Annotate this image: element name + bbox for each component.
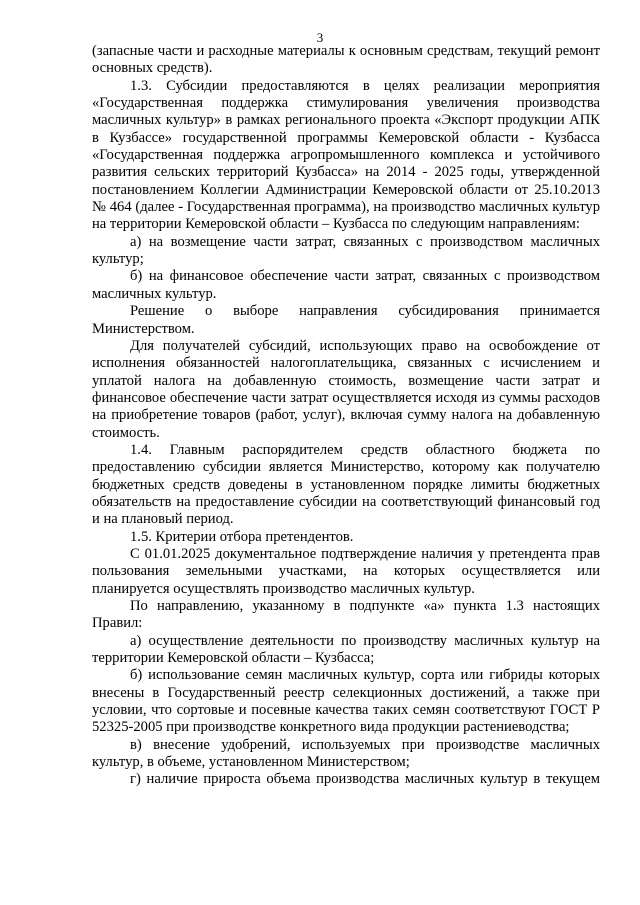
paragraph-criterion-v: в) внесение удобрений, используемых при производстве масличных культур, в объеме, установленном Министерством; — [92, 736, 600, 771]
paragraph-criterion-a: а) осуществление деятельности по производству масличных культур на территории Кемеровской области – Кузбасса; — [92, 632, 600, 667]
paragraph-criterion-b: б) использование семян масличных культур, сорта или гибриды которых внесены в Государственный реестр селекционных достижений, а также при условии, что сортовые и посевные качества таких семян соответствуют ГОСТ Р 52325-2005 при производстве конкретного вида продукции растениеводства; — [92, 667, 600, 736]
page-number: 3 — [316, 30, 324, 45]
paragraph-1-5-heading: 1.5. Критерии отбора претендентов. — [130, 528, 354, 545]
paragraph-vat: Для получателей субсидий, использующих право на освобождение от исполнения обязанностей налогоплательщика, связанных с исчислением и уплатой налога на добавленную стоимость, возмещение части затрат и финансовое обеспечение части затрат осуществляется исходя из суммы расходов на приобретение товаров (работ, услуг), включая сумму налога на добавленную стоимость. — [92, 337, 600, 441]
document-body — [92, 43, 600, 789]
paragraph-decision: Решение о выборе направления субсидирования принимается Министерством. — [92, 303, 600, 337]
paragraph-1-3: 1.3. Субсидии предоставляются в целях реализации мероприятия «Государственная поддержка стимулирования увеличения производства масличных культур» в рамках регионального проекта «Экспорт продукции АПК в Кузбассе» государственной программы Кемеровской области - Кузбасса «Государственная поддержка агропромышленного комплекса и устойчивого развития сельских территорий Кузбасса» на 2014 - 2025 годы, утвержденной постановлением Коллегии Администрации Кемеровской области от 25.10.2013 № 464 (далее - Государственная программа), на производство масличных культур на территории Кемеровской области – Кузбасса по следующим направлениям: — [92, 77, 600, 233]
paragraph-1-4: 1.4. Главным распорядителем средств областного бюджета по предоставлению субсидии является Министерство, которому как получателю бюджетных средств доведены в установленном порядке лимиты бюджетных обязательств на предоставление субсидии на соответствующий финансовый год и на плановый период. — [92, 441, 600, 528]
paragraph-criterion-g: г) наличие прироста объема производства масличных культур в текущем — [130, 771, 600, 788]
paragraph-2025-requirement: С 01.01.2025 документальное подтверждение наличия у претендента прав пользования земельными участками, на которых осуществляется или планируется осуществлять производство масличных культур. — [92, 545, 600, 597]
paragraph-continuation: (запасные части и расходные материалы к основным средствам, текущий ремонт основных средств). — [92, 43, 600, 77]
paragraph-direction-a: По направлению, указанному в подпункте «а» пункта 1.3 настоящих Правил: — [92, 598, 600, 632]
paragraph-1-3-b: б) на финансовое обеспечение части затрат, связанных с производством масличных культур. — [92, 268, 600, 302]
paragraph-1-3-a: а) на возмещение части затрат, связанных с производством масличных культур; — [92, 233, 600, 268]
